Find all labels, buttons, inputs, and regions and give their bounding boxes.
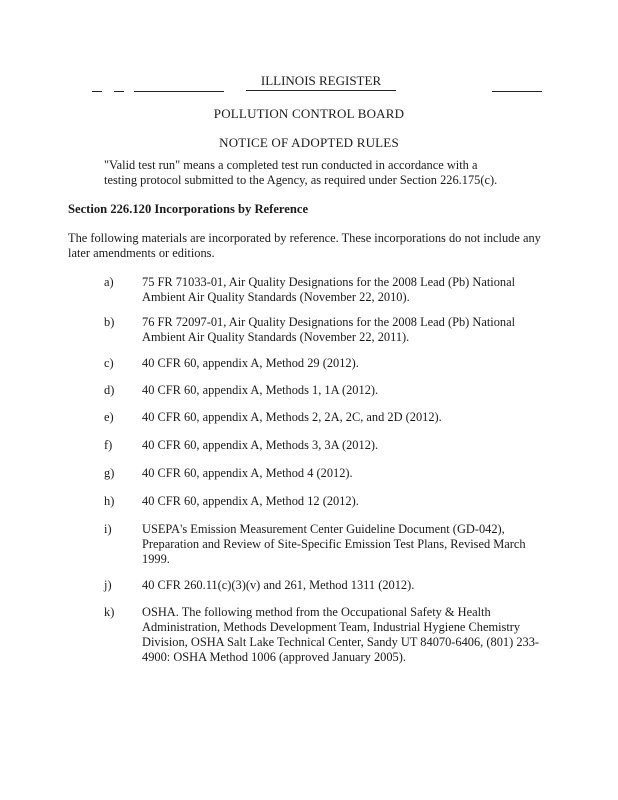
list-item-text: 40 CFR 60, appendix A, Methods 2, 2A, 2C, and 2D (2012). bbox=[142, 410, 442, 424]
list-item-text: 76 FR 72097-01, Air Quality Designations for the 2008 Lead (Pb) National Ambient Air Quality Standards (November 22, 2011). bbox=[142, 315, 516, 344]
list-item-text: 40 CFR 60, appendix A, Methods 1, 1A (2012). bbox=[142, 383, 379, 397]
list-item-label: i) bbox=[104, 522, 112, 536]
section-heading: Section 226.120 Incorporations by Reference bbox=[68, 202, 309, 216]
list-item-label: f) bbox=[104, 438, 113, 452]
list-item-label: g) bbox=[104, 466, 115, 480]
definition-paragraph: "Valid test run" means a completed test run conducted in accordance with a testing protocol submitted to the Agency, as required under Section 226.175(c). bbox=[104, 158, 498, 187]
list-item-text: 40 CFR 60, appendix A, Method 29 (2012). bbox=[142, 356, 359, 370]
list-item-label: h) bbox=[104, 494, 115, 508]
board-name: POLLUTION CONTROL BOARD bbox=[213, 106, 405, 121]
list-item-text: 40 CFR 60, appendix A, Method 12 (2012). bbox=[142, 494, 359, 508]
header-rule-dash-1 bbox=[92, 91, 102, 92]
list-item-label: e) bbox=[104, 410, 114, 424]
list-item-text: 40 CFR 260.11(c)(3)(v) and 261, Method 1311 (2012). bbox=[142, 578, 415, 592]
list-item-label: b) bbox=[104, 315, 115, 329]
list-item-text: 40 CFR 60, appendix A, Method 4 (2012). bbox=[142, 466, 353, 480]
header-rule-right bbox=[492, 91, 542, 92]
list-item-label: d) bbox=[104, 383, 115, 397]
header-rule-left bbox=[134, 91, 224, 92]
list-item-label: k) bbox=[104, 605, 115, 619]
list-item-label: j) bbox=[104, 578, 112, 592]
list-item-label: c) bbox=[104, 356, 114, 370]
list-item-text: 75 FR 71033-01, Air Quality Designations for the 2008 Lead (Pb) National Ambient Air Quality Standards (November 22, 2010). bbox=[142, 275, 516, 304]
notice-title: NOTICE OF ADOPTED RULES bbox=[219, 135, 399, 150]
list-item-text: OSHA. The following method from the Occupational Safety & Health Administration, Methods Development Team, Industrial Hygiene Chemistry Division, OSHA Salt Lake Technical Center, Sandy UT 84070-6406, (801) 233-4900: OSHA Method 1006 (approved January 2005). bbox=[142, 605, 540, 664]
section-intro: The following materials are incorporated by reference. These incorporations do not include any later amendments or editions. bbox=[68, 231, 541, 260]
register-title: ILLINOIS REGISTER bbox=[246, 73, 396, 91]
header-rule-dash-2 bbox=[114, 91, 124, 92]
list-item-label: a) bbox=[104, 275, 114, 289]
list-item-text: USEPA's Emission Measurement Center Guideline Document (GD-042), Preparation and Review of Site-Specific Emission Test Plans, Revised March 1999. bbox=[142, 522, 526, 566]
list-item-text: 40 CFR 60, appendix A, Methods 3, 3A (2012). bbox=[142, 438, 379, 452]
